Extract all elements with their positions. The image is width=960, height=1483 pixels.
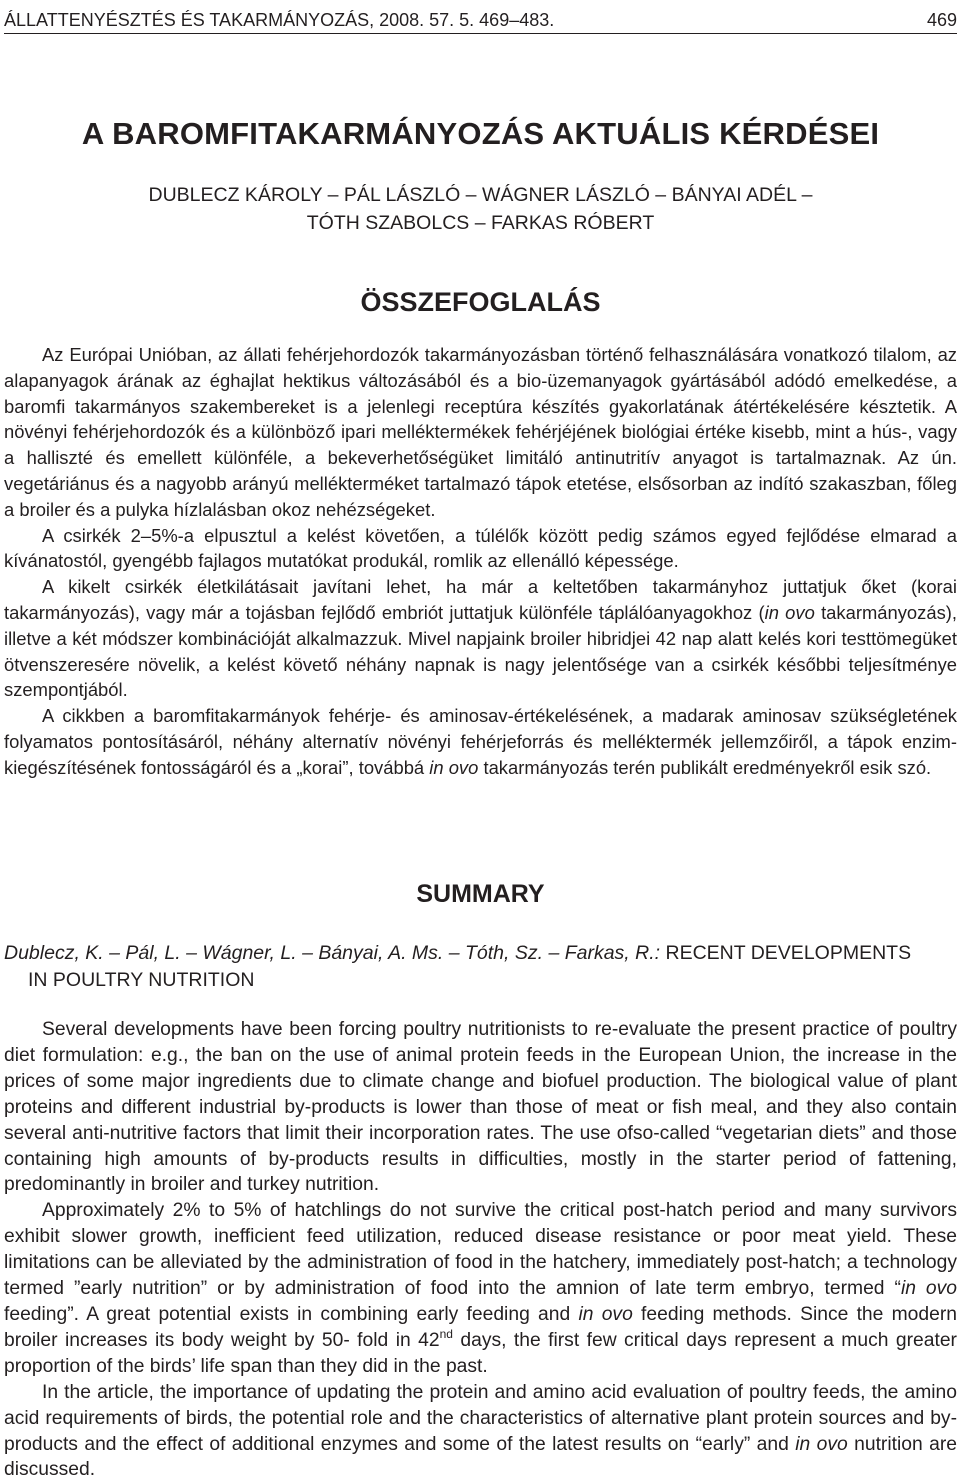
- abstract-hungarian: [4, 342, 957, 781]
- text-run: A kikelt csirkék életkilátásait javítani lehet, ha már a keltetőben takarmányhoz juttatjuk őket (korai takarmányozás), vagy már a tojásban fejlődő embriót juttatjuk különféle táplálóanyagokhoz (: [4, 576, 957, 623]
- author-line-2: TÓTH SZABOLCS – FARKAS RÓBERT: [306, 212, 655, 234]
- page-number: 469: [926, 10, 957, 30]
- summary-paragraph-2: [4, 1198, 957, 1379]
- summary-paragraph-1: Several developments have been forcing poultry nutritionists to re-evaluate the present practice of poultry diet formulation: e.g., the ban on the use of animal protein feeds in the European Union, the increase in the prices of some major ingredients due to climate change and biofuel production. The biological value of plant proteins and different industrial by-products is lower than those of meat or fish meal, and they also contain several anti-nutritive factors that limit their incorporation rates. The use ofso-called “vegetarian diets” and those containing high amounts of by-products results in difficulties, mostly in the starter period of fattening, predominantly in broiler and turkey nutrition.: [4, 1019, 957, 1196]
- citation-title-part-2: IN POULTRY NUTRITION: [28, 969, 255, 991]
- superscript: nd: [439, 1326, 453, 1341]
- running-header: [4, 7, 957, 34]
- author-line-1: DUBLECZ KÁROLY – PÁL LÁSZLÓ – WÁGNER LÁSZLÓ – BÁNYAI ADÉL –: [148, 184, 813, 206]
- summary-heading: SUMMARY: [416, 880, 545, 908]
- summary-citation: [4, 940, 957, 994]
- citation-authors: Dublecz, K. – Pál, L. – Wágner, L. – Bányai, A. Ms. – Tóth, Sz. – Farkas, R.:: [4, 942, 661, 964]
- abstract-heading-hungarian: ÖSSZEFOGLALÁS: [360, 287, 601, 317]
- text-run: Approximately 2% to 5% of hatchlings do not survive the critical post-hatch period and many survivors exhibit slower growth, inefficient feed utilization, reduced disease resistance or poor meat yield. These limitations can be alleviated by the administration of food in the hatchery, immediately post-hatch; a technology termed ”early nutrition” or by administration of food into the amnion of late term embryo, termed “: [4, 1200, 957, 1300]
- text-run: In the article, the importance of updating the protein and amino acid evaluation of poultry feeds, the amino acid requirements of birds, the potential role and the characteristics of alternative plant protein sources and by-products and the effect of additional enzymes and some of the latest results on “early” and: [4, 1381, 957, 1455]
- text-run: days, the first few critical days represent a much greater proportion of the birds’ life span than they did in the past.: [4, 1329, 957, 1377]
- italic-term: in ovo: [764, 601, 815, 623]
- summary-english: [4, 1017, 957, 1483]
- abstract-hu-paragraph-1: Az Európai Unióban, az állati fehérjehordozók takarmányozásban történő felhasználására vonatkozó tilalom, az alapanyagok árának az éghajlat hektikus változásából és a bio-üzemanyagok gyártásából adódó emelkedése, a baromfi takarmányos szakembereket is a jelenlegi receptúra készítés gyakorlatának átértékelésére késztetik. A növényi fehérjehordozók és a különböző ipari melléktermékek fehérjéjének biológiai értéke kisebb, mint a hús-, vagy a halliszté és emellett különféle, a bekeverhetőségüket limitáló antinutritív anyagot is tartalmaznak. Az ún. vegetáriánus és a nagyobb arányú mellékterméket tartalmazó tápok etetése, elsősorban az indító szakaszban, főleg a broiler és a pulyka hízlalásban okoz nehézségeket.: [4, 344, 957, 520]
- text-run: feeding methods. Since the modern broiler increases its body weight by 50- fold in 42: [4, 1303, 957, 1351]
- text-run: takarmányozás terén publikált eredményekről esik szó.: [478, 756, 932, 778]
- italic-term: in ovo: [578, 1303, 633, 1325]
- summary-paragraph-3: [4, 1380, 957, 1483]
- text-run: feeding”. A great potential exists in combining early feeding and: [4, 1303, 579, 1325]
- abstract-hu-paragraph-3: [4, 574, 957, 703]
- italic-term: in ovo: [795, 1433, 848, 1455]
- citation-title-part-1: RECENT DEVELOPMENTS: [660, 942, 912, 964]
- text-run: nutrition are discussed.: [4, 1433, 957, 1481]
- author-list: [4, 181, 957, 237]
- abstract-hu-paragraph-2: A csirkék 2–5%-a elpusztul a kelést követően, a túlélők között pedig számos egyed fejlődése elmarad a kívánatostól, gyengébb fajlagos mutatókat produkál, romlik az ellenálló képessége.: [4, 524, 957, 572]
- text-run: A cikkben a baromfitakarmányok fehérje- és aminosav-értékelésének, a madarak aminosav szükségletének folyamatos pontosításáról, néhány alternatív növényi fehérjeforrás és melléktermék jellemzőiről, a tápok enzim-kiegészítésének fontosságáról és a „korai”, továbbá: [4, 705, 957, 778]
- article-title: A BAROMFITAKARMÁNYOZÁS AKTUÁLIS KÉRDÉSEI: [81, 116, 880, 151]
- abstract-hu-paragraph-4: [4, 703, 957, 780]
- italic-term: in ovo: [900, 1278, 958, 1300]
- journal-citation: ÁLLATTENYÉSZTÉS ÉS TAKARMÁNYOZÁS, 2008. 57. 5. 469–483.: [4, 10, 555, 30]
- italic-term: in ovo: [429, 756, 479, 778]
- text-run: takarmányozás), illetve a két módszer kombinációját alkalmazzuk. Mivel napjaink broiler hibridjei 42 nap alatt kelés kori testtömegüket ötvenszeresére növelik, a kelést követő néhány napnak is nagy jelentősége van a csirkék későbbi teljesítménye szempontjából.: [4, 601, 958, 701]
